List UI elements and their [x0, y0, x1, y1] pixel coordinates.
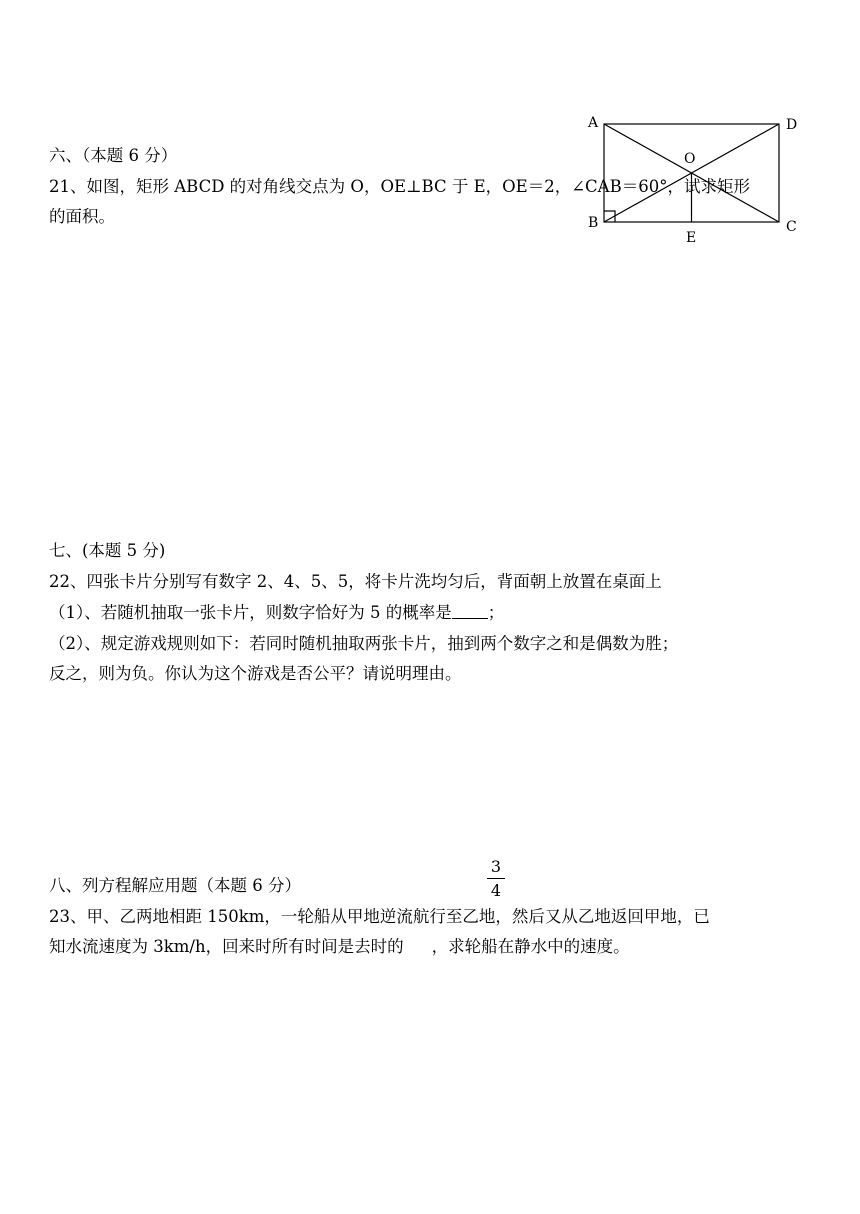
fraction-three-quarters [486, 857, 506, 900]
q23-line2-end: ，求轮船在静水中的速度。 [431, 937, 630, 956]
q23-text-line2 [49, 937, 630, 957]
q22-text-line1: 22、四张卡片分别写有数字 2、4、5、5，将卡片洗均匀后，背面朝上放置在桌面上 [49, 572, 662, 591]
q21-text-line2: 的面积。 [49, 207, 115, 226]
answer-blank[interactable] [452, 603, 488, 619]
q21-text-line1: 21、如图，矩形 ABCD 的对角线交点为 O，OE⊥BC 于 E，OE＝2，∠CAB＝60°，试求矩形 [49, 177, 750, 196]
q22-part1-text: （1）、若随机抽取一张卡片，则数字恰好为 5 的概率是 [49, 603, 452, 622]
q22-part1-end: ； [487, 603, 505, 622]
fraction-denominator: 4 [490, 881, 502, 900]
section6-heading: 六、（本题 6 分） [49, 146, 178, 165]
label-a: A [588, 115, 599, 131]
q22-part2-line1: （2）、规定游戏规则如下：若同时随机抽取两张卡片，抽到两个数字之和是偶数为胜； [49, 634, 679, 653]
label-b: B [588, 215, 599, 231]
q23-text-line1: 23、甲、乙两地相距 150km，一轮船从甲地逆流航行至乙地，然后又从乙地返回甲地，已 [49, 907, 710, 926]
label-o: O [684, 151, 696, 167]
fraction-bar [487, 878, 505, 879]
q22-part2-line2: 反之，则为负。你认为这个游戏是否公平？请说明理由。 [49, 664, 462, 683]
q23-line2-text: 知水流速度为 3km/h，回来时所有时间是去时的 [49, 937, 404, 956]
fraction-numerator: 3 [490, 857, 502, 876]
label-d: D [786, 117, 798, 133]
q22-part1 [49, 603, 504, 623]
section7-heading: 七、(本题 5 分) [49, 541, 166, 560]
section8-heading: 八、列方程解应用题（本题 6 分） [49, 876, 301, 895]
label-c: C [786, 219, 797, 235]
label-e: E [686, 230, 697, 246]
